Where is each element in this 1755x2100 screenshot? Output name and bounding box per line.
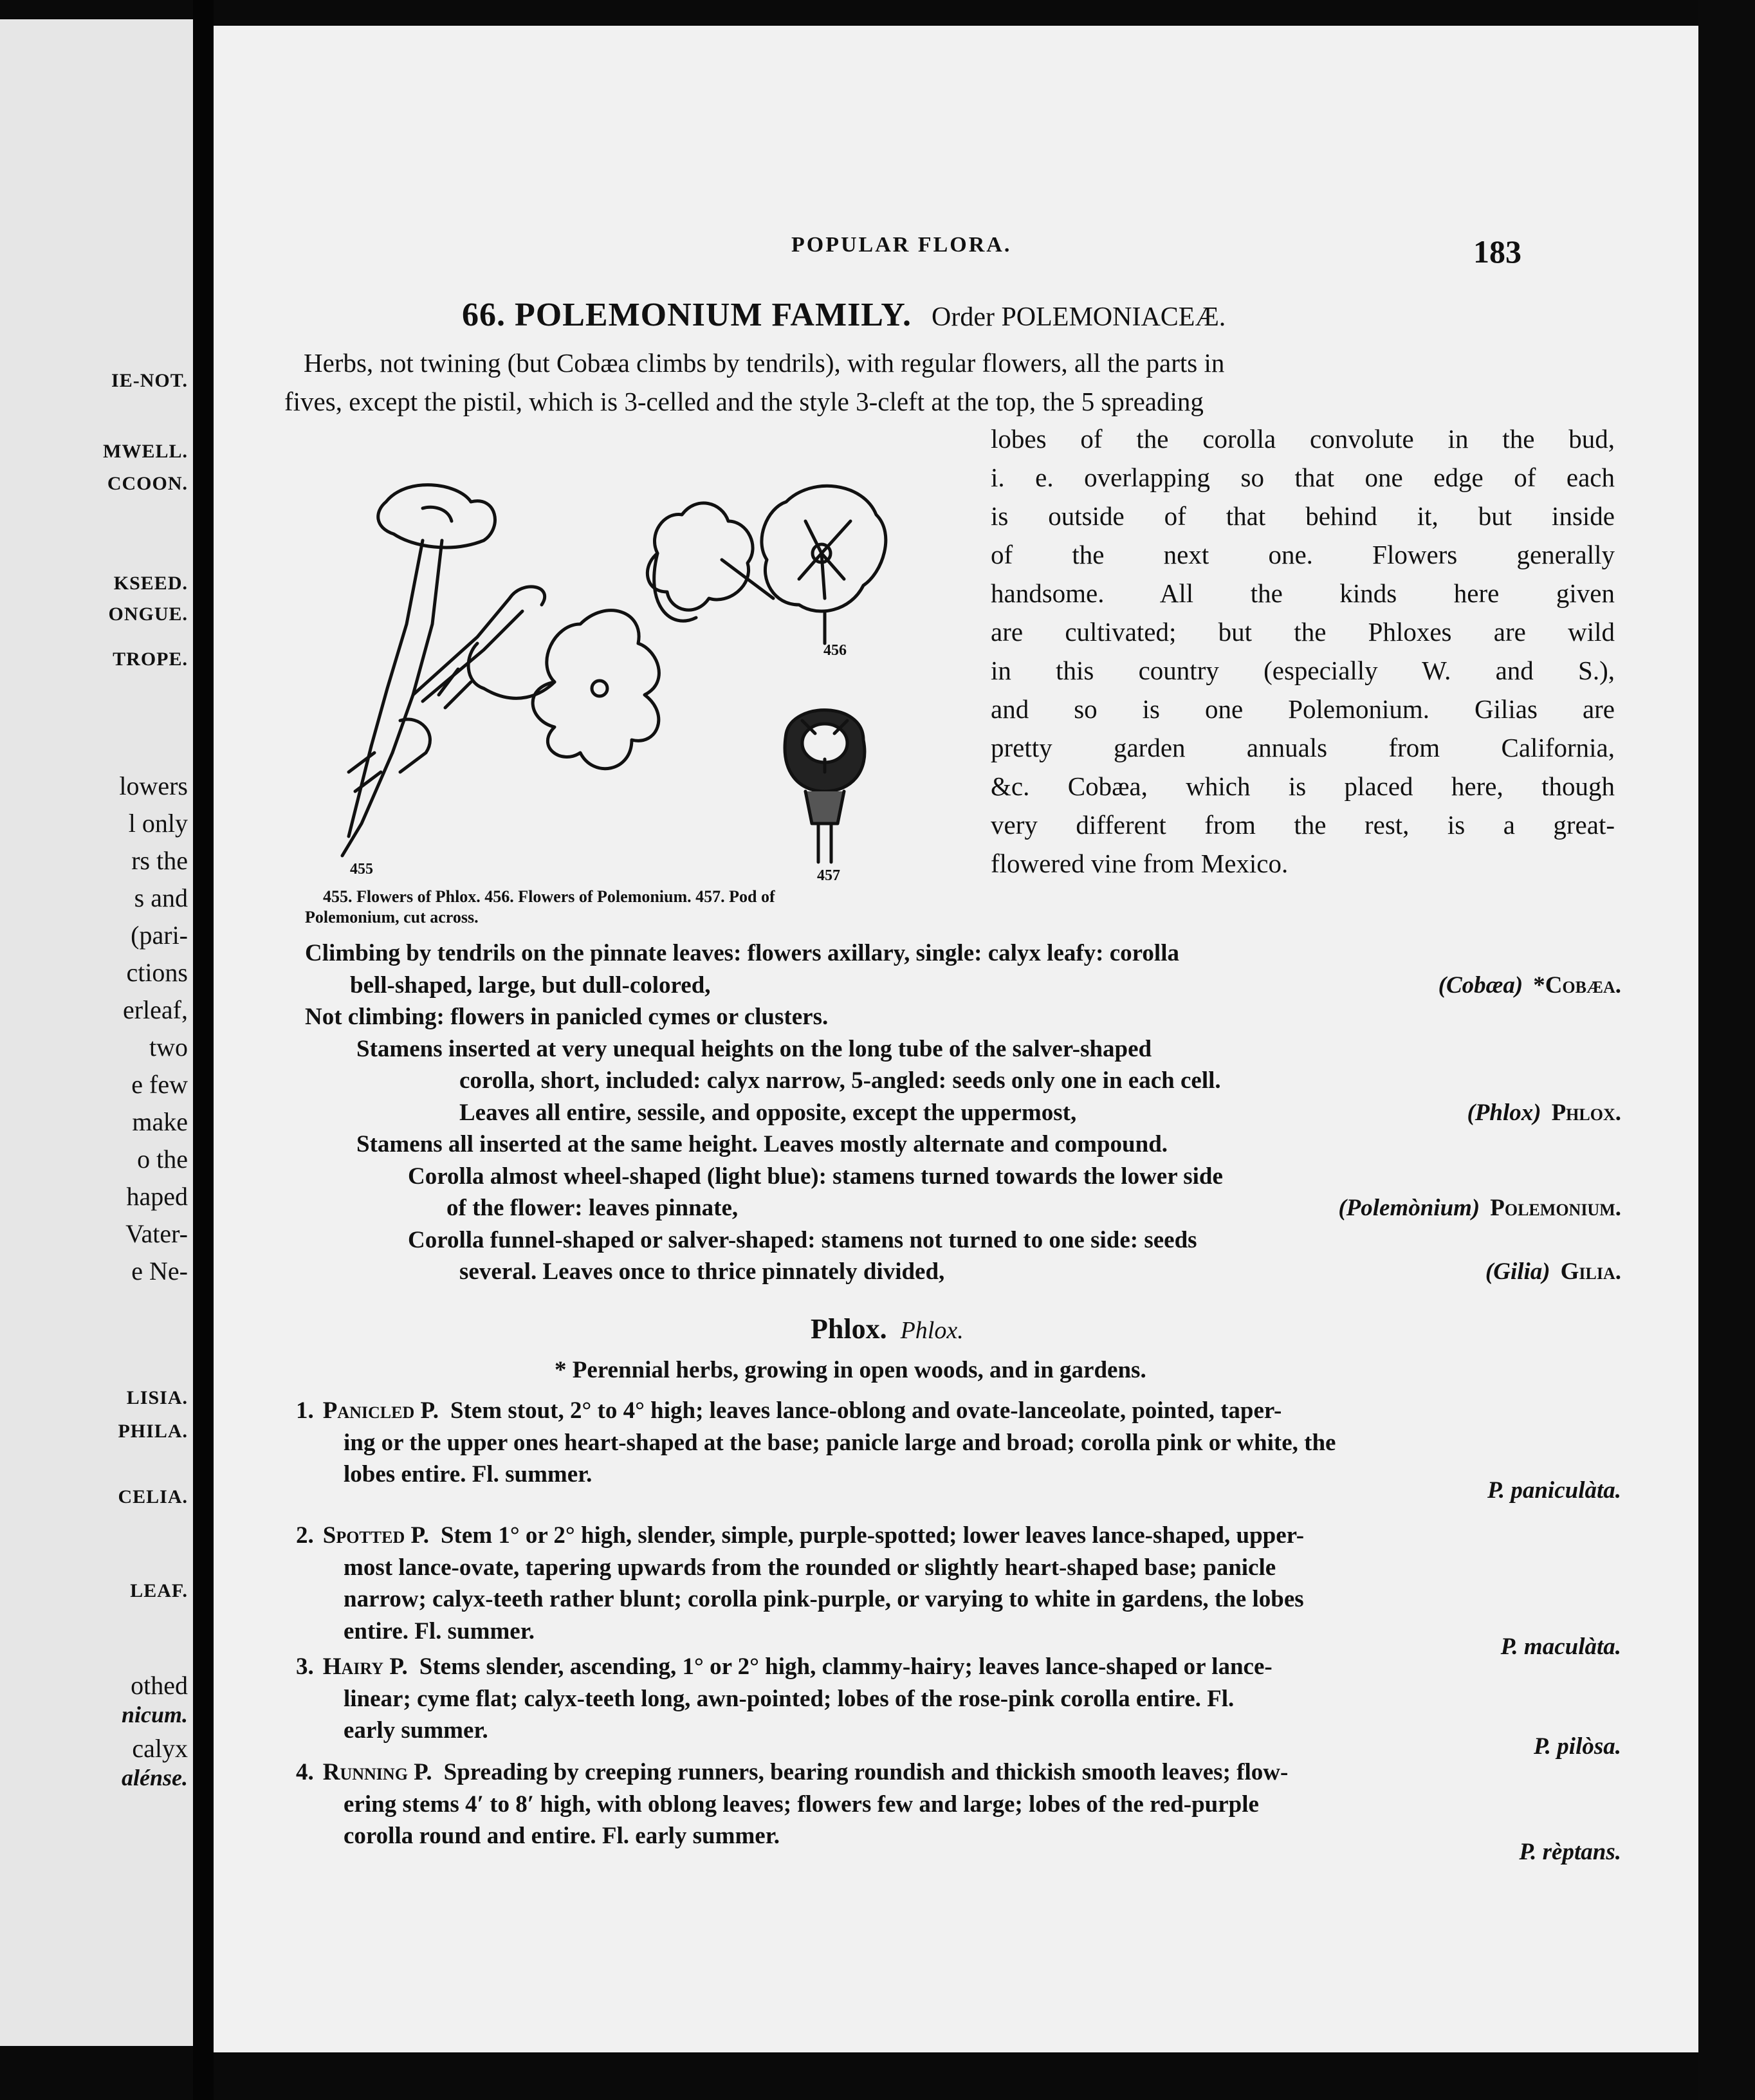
key-result-genus-name: Gilia. — [1560, 1258, 1621, 1285]
family-title: 66. POLEMONIUM FAMILY. — [462, 297, 912, 333]
left-fragment: CELIA. — [118, 1486, 188, 1507]
figure-caption-line: 455. Flowers of Phlox. 456. Flowers of Polemonium. 457. Pod of — [323, 887, 775, 906]
left-fragment: o the — [137, 1145, 188, 1174]
left-fragment: ONGUE. — [108, 603, 188, 625]
key-result-genus-name: Polemonium. — [1490, 1195, 1621, 1221]
species-name: Panicled P. — [322, 1397, 439, 1424]
key-line: Stamens inserted at very unequal heights on the long tube of the salver-shaped — [356, 1035, 1152, 1062]
left-fragment: TROPE. — [113, 649, 188, 670]
figure-caption-line: Polemonium, cut across. — [305, 908, 479, 926]
left-fragment: erleaf, — [122, 995, 188, 1024]
species-binomial: P. paniculàta. — [1487, 1477, 1621, 1504]
key-line: bell-shaped, large, but dull-colored, — [350, 972, 711, 999]
intro-side-line: in this country (especially W. and S.), — [991, 656, 1615, 685]
family-order: Order POLEMONIACEÆ. — [932, 302, 1226, 332]
page-gutter — [193, 0, 214, 2100]
key-line: Corolla funnel-shaped or salver-shaped: stamens not turned to one side: seeds — [408, 1226, 1197, 1253]
intro-side-column — [991, 419, 1615, 883]
species-description-line: Stem stout, 2° to 4° high; leaves lance-oblong and ovate-lanceolate, pointed, taper- — [450, 1397, 1282, 1424]
species-description-line: most lance-ovate, tapering upwards from the rounded or slightly heart-shaped base; panicle — [344, 1554, 1276, 1581]
species-number: 1. — [296, 1397, 314, 1424]
left-fragment: s and — [134, 883, 188, 912]
key-line: corolla, short, included: calyx narrow, 5-angled: seeds only one in each cell. — [459, 1067, 1221, 1094]
figure-label-456: 456 — [823, 642, 847, 659]
intro-side-line: and so is one Polemonium. Gilias are — [991, 694, 1615, 724]
left-fragment: (pari- — [131, 921, 188, 950]
phlox-flower-illustration — [342, 485, 659, 856]
intro-side-line: very different from the rest, is a great- — [991, 810, 1615, 840]
left-fragment: IE-NOT. — [111, 370, 188, 391]
species-number: 3. — [296, 1653, 314, 1680]
key-result-genus-name: Phlox. — [1551, 1099, 1621, 1126]
intro-side-line: handsome. All the kinds here given — [991, 578, 1615, 608]
left-fragment: rs the — [131, 846, 188, 875]
left-page-fragment — [0, 19, 193, 2046]
key-result-genus-name: *Cobæa. — [1533, 972, 1621, 999]
figure-illustrations — [310, 450, 915, 914]
intro-side-line: are cultivated; but the Phloxes are wild — [991, 617, 1615, 647]
species-description-line: entire. Fl. summer. — [344, 1617, 535, 1644]
left-fragment: two — [149, 1033, 188, 1062]
intro-side-line: of the next one. Flowers generally — [991, 540, 1615, 569]
family-heading — [462, 296, 1226, 334]
figure-label-457: 457 — [817, 867, 840, 884]
genus-italic: Phlox. — [900, 1317, 964, 1344]
main-page — [214, 26, 1698, 2052]
species-description-line: lobes entire. Fl. summer. — [344, 1461, 593, 1488]
species-entry-first-line — [296, 1520, 1304, 1551]
key-result-genus-latin: (Cobæa) — [1438, 972, 1523, 999]
left-fragment: lowers — [119, 771, 188, 800]
key-line: several. Leaves once to thrice pinnately divided, — [459, 1258, 945, 1285]
key-line: Stamens all inserted at the same height. Leaves mostly alternate and compound. — [356, 1131, 1168, 1157]
key-line: of the flower: leaves pinnate, — [446, 1195, 739, 1221]
left-fragment: Vater- — [125, 1219, 188, 1248]
key-line: Corolla almost wheel-shaped (light blue): stamens turned towards the lower side — [408, 1163, 1223, 1190]
running-title: POPULAR FLORA. — [791, 233, 1012, 257]
species-description-line: linear; cyme flat; calyx-teeth long, awn-pointed; lobes of the rose-pink corolla entire. Fl. — [344, 1685, 1235, 1712]
key-line: Leaves all entire, sessile, and opposite, except the uppermost, — [459, 1099, 1077, 1126]
intro-side-line: pretty garden annuals from California, — [991, 733, 1615, 762]
species-description-line: Stem 1° or 2° high, slender, simple, purple-spotted; lower leaves lance-shaped, upper- — [440, 1522, 1305, 1549]
left-fragment: CCOON. — [107, 473, 188, 494]
key-result — [1467, 1099, 1621, 1127]
key-result — [1338, 1194, 1621, 1222]
intro-side-line: flowered vine from Mexico. — [991, 849, 1289, 878]
species-entry-first-line — [296, 1651, 1273, 1682]
species-name: Hairy P. — [322, 1653, 408, 1680]
intro-line: fives, except the pistil, which is 3-celled and the style 3-cleft at the top, the 5 spreading — [284, 387, 1204, 416]
intro-side-line: &c. Cobæa, which is placed here, though — [991, 771, 1615, 801]
species-binomial: P. pilòsa. — [1533, 1733, 1621, 1760]
key-result — [1438, 972, 1621, 999]
left-fragment: make — [132, 1107, 188, 1136]
left-fragment: e few — [131, 1070, 188, 1099]
left-fragment: alénse. — [122, 1765, 188, 1791]
key-line: Not climbing: flowers in panicled cymes or clusters. — [305, 1004, 829, 1030]
species-description-line: Stems slender, ascending, 1° or 2° high, clammy-hairy; leaves lance-shaped or lance- — [419, 1653, 1273, 1680]
intro-side-line: i. e. overlapping so that one edge of each — [991, 463, 1615, 492]
left-fragment: calyx — [132, 1734, 188, 1763]
left-fragment: othed — [131, 1671, 188, 1700]
key-result-genus-latin: (Polemònium) — [1338, 1195, 1480, 1221]
species-description-line: Spreading by creeping runners, bearing roundish and thickish smooth leaves; flow- — [443, 1759, 1289, 1785]
key-result — [1485, 1258, 1621, 1285]
species-description-line: ering stems 4′ to 8′ high, with oblong leaves; flowers few and large; lobes of the red-purple — [344, 1791, 1259, 1818]
intro-line: Herbs, not twining (but Cobæa climbs by tendrils), with regular flowers, all the parts in — [304, 348, 1225, 378]
species-name: Running P. — [322, 1759, 432, 1785]
left-fragment: e Ne- — [131, 1257, 188, 1285]
genus-heading — [811, 1312, 964, 1345]
left-fragment: nicum. — [121, 1702, 188, 1727]
figure-label-455: 455 — [350, 861, 373, 878]
species-binomial: P. rèptans. — [1519, 1838, 1621, 1865]
left-fragment: ctions — [126, 958, 188, 987]
key-result-genus-latin: (Phlox) — [1467, 1099, 1541, 1126]
left-fragment: l only — [128, 809, 188, 838]
right-page-edge — [1698, 0, 1755, 2100]
species-entry-first-line — [296, 1756, 1288, 1788]
left-fragment: PHILA. — [118, 1421, 188, 1442]
species-binomial: P. maculàta. — [1500, 1634, 1621, 1660]
left-fragment: LISIA. — [126, 1387, 188, 1408]
left-fragment: MWELL. — [103, 441, 188, 462]
species-number: 2. — [296, 1522, 314, 1549]
key-result-genus-latin: (Gilia) — [1485, 1258, 1550, 1285]
left-fragment: haped — [126, 1182, 188, 1211]
genus-group: * Perennial herbs, growing in open woods, and in gardens. — [555, 1357, 1146, 1383]
species-description-line: corolla round and entire. Fl. early summer. — [344, 1823, 780, 1849]
intro-side-line: is outside of that behind it, but inside — [991, 501, 1615, 531]
species-description-line: ing or the upper ones heart-shaped at the base; panicle large and broad; corolla pink or white, the — [344, 1429, 1336, 1456]
page-number: 183 — [1473, 234, 1521, 270]
key-line: Climbing by tendrils on the pinnate leaves: flowers axillary, single: calyx leafy: corolla — [305, 940, 1179, 966]
intro-side-line: lobes of the corolla convolute in the bud, — [991, 424, 1615, 454]
pod-cross-section-illustration — [785, 710, 865, 862]
species-number: 4. — [296, 1759, 314, 1785]
polemonium-flower-illustration — [647, 486, 885, 643]
species-entry-first-line — [296, 1395, 1282, 1426]
species-description-line: narrow; calyx-teeth rather blunt; corolla pink-purple, or varying to white in gardens, the lobes — [344, 1586, 1304, 1612]
species-description-line: early summer. — [344, 1717, 488, 1744]
species-name: Spotted P. — [322, 1522, 429, 1549]
left-fragment: LEAF. — [130, 1580, 188, 1601]
left-fragment: KSEED. — [113, 573, 188, 594]
genus-title: Phlox. — [811, 1313, 887, 1345]
